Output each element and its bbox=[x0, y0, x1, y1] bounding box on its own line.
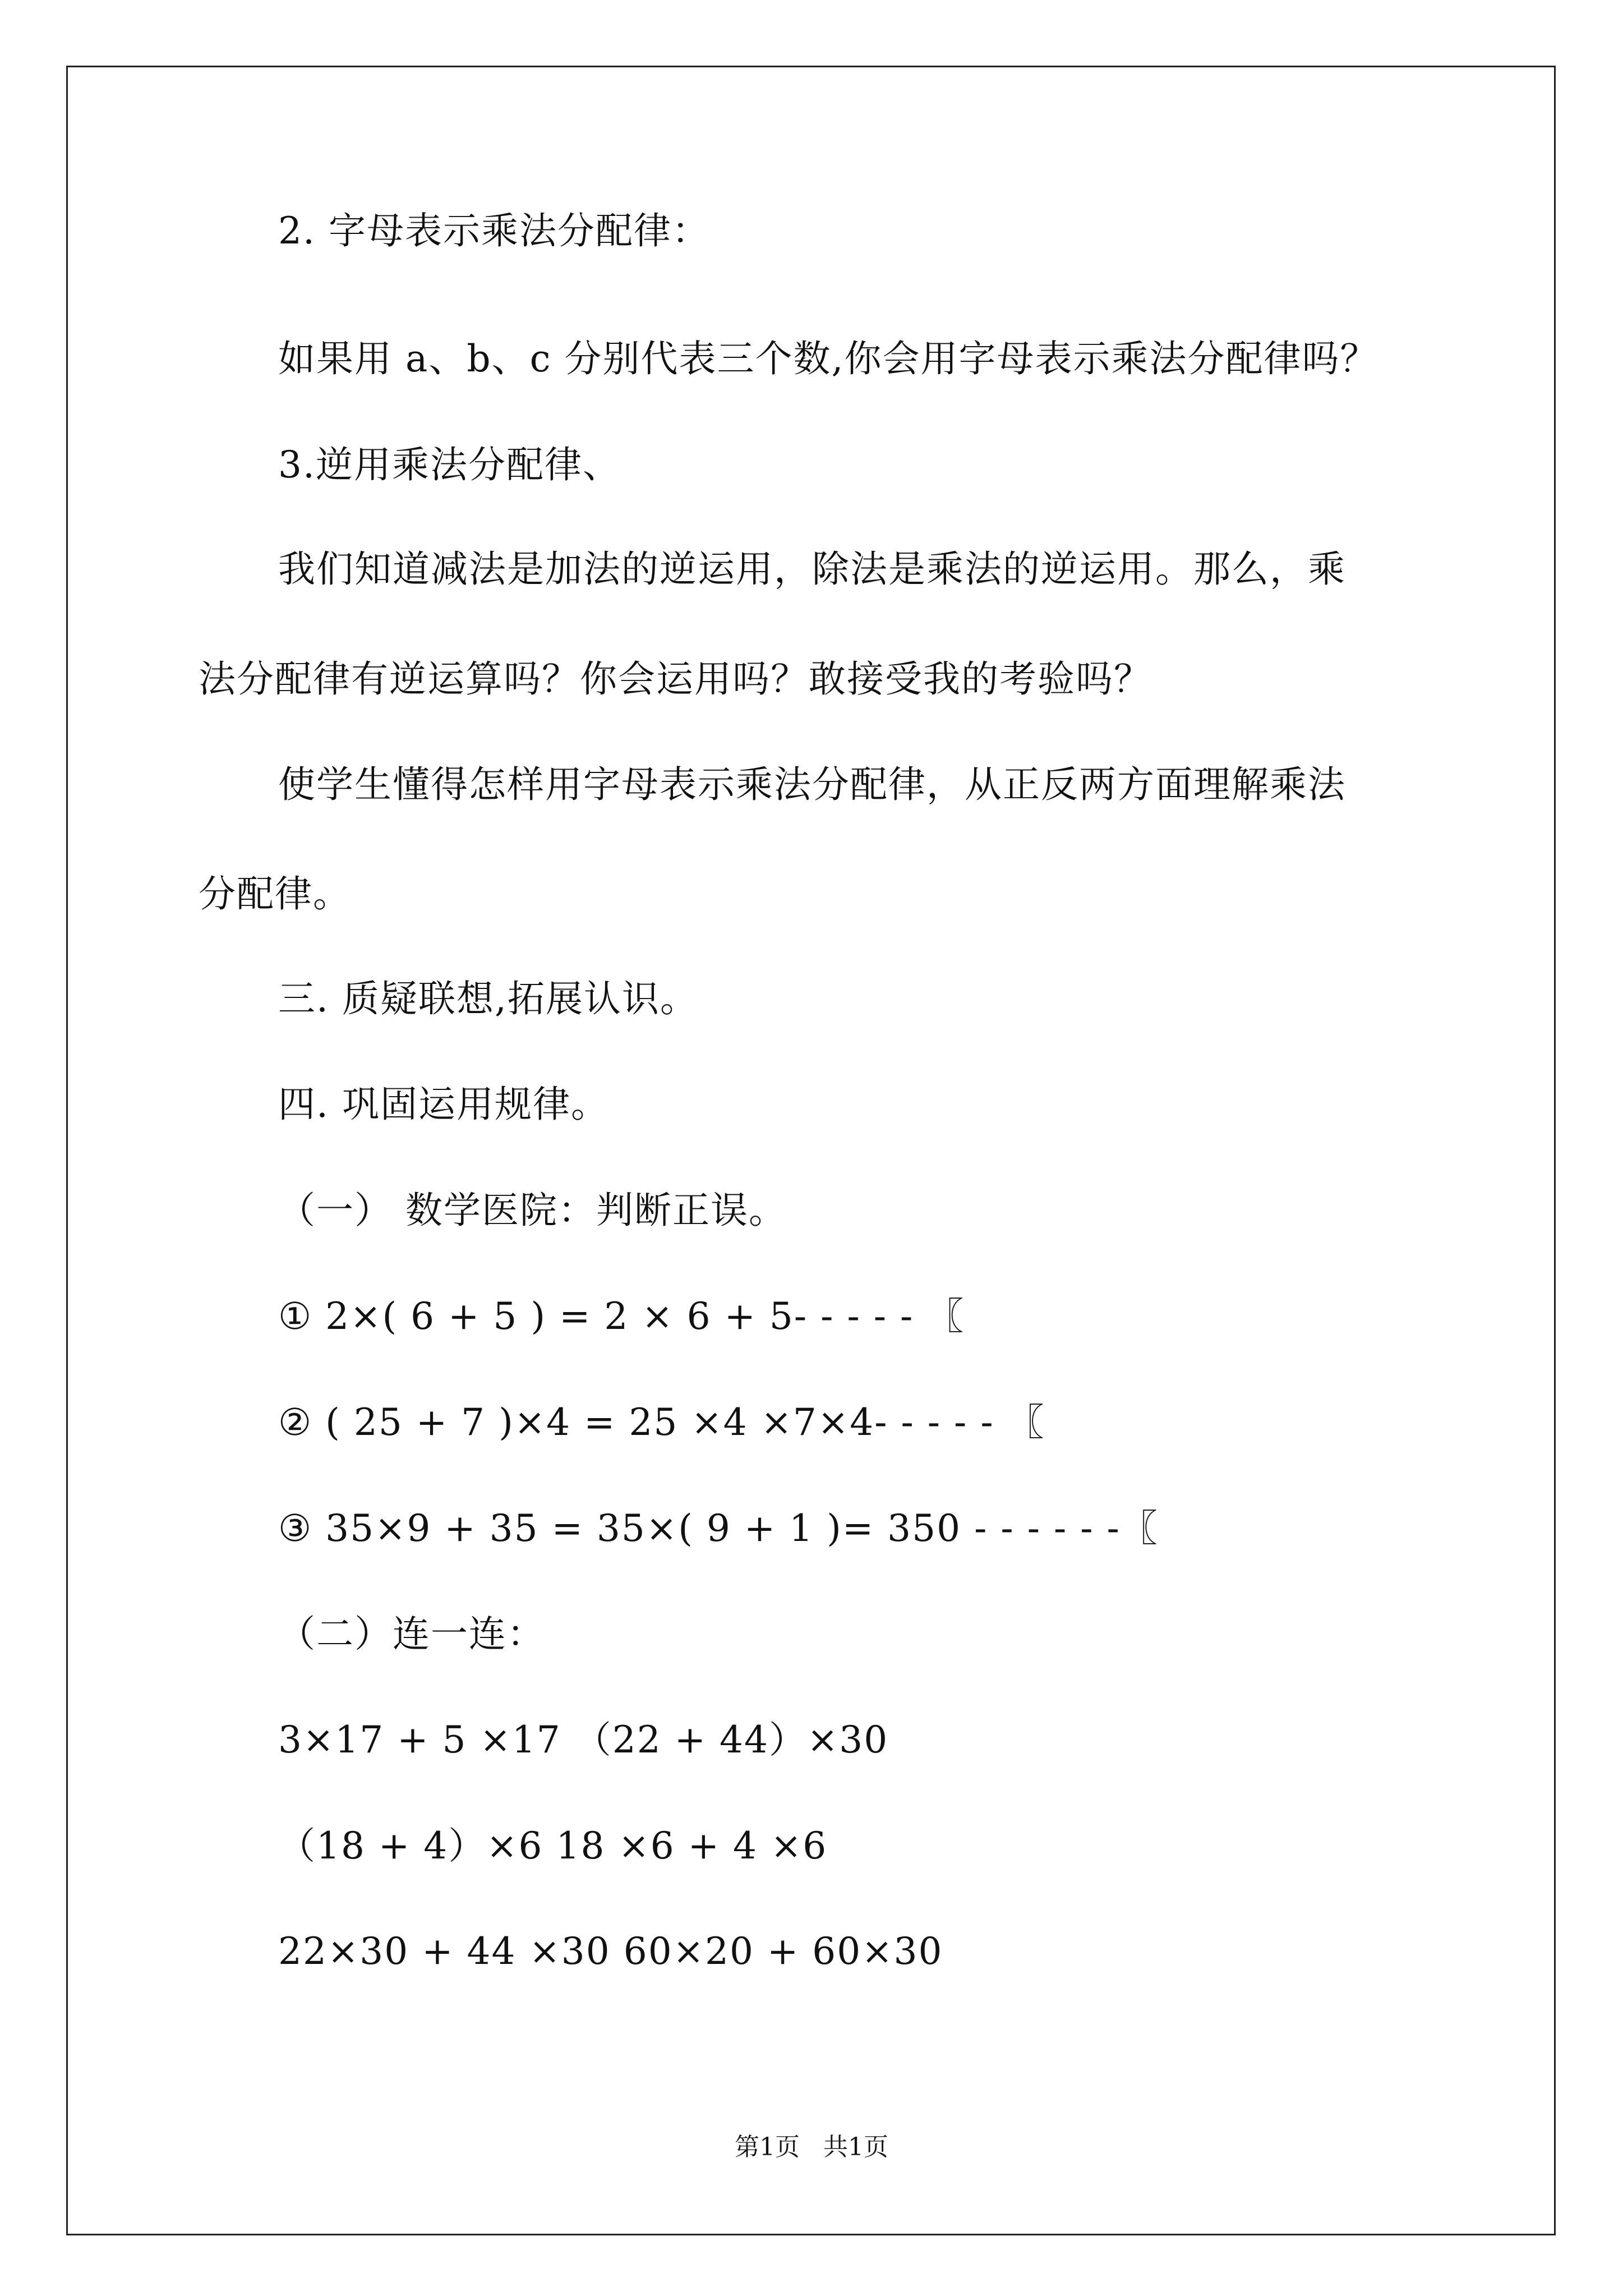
exercise-item-2: ② ( 25 + 7 )×4 = 25 ×4 ×7×4- - - - - 〖 bbox=[278, 1401, 1045, 1444]
subsection-math-hospital: （一） 数学医院：判断正误。 bbox=[278, 1189, 787, 1232]
heading-reverse-distributive-law: 3.逆用乘法分配律、 bbox=[278, 443, 621, 486]
paragraph-inverse-operations-line-2: 法分配律有逆运算吗？你会运用吗？敢接受我的考验吗？ bbox=[199, 657, 1152, 701]
paragraph-goal-line-1: 使学生懂得怎样用字母表示乘法分配律，从正反两方面理解乘法 bbox=[278, 763, 1346, 806]
exercise-item-3: ③ 35×9 + 35 = 35×( 9 + 1 )= 350 - - - - - -〖 bbox=[278, 1507, 1159, 1550]
paragraph-inverse-operations-line-1: 我们知道减法是加法的逆运用，除法是乘法的逆运用。那么，乘 bbox=[278, 547, 1346, 591]
heading-letter-distributive-law: 2. 字母表示乘法分配律： bbox=[278, 209, 710, 252]
match-row-3: 22×30 + 44 ×30 60×20 + 60×30 bbox=[278, 1930, 943, 1973]
subsection-match: （二）连一连： bbox=[278, 1612, 545, 1655]
section-four-heading: 四. 巩固运用规律。 bbox=[278, 1083, 609, 1126]
match-row-1: 3×17 + 5 ×17 （22 + 44）×30 bbox=[278, 1718, 889, 1761]
exercise-item-1: ① 2×( 6 + 5 ) = 2 × 6 + 5- - - - - 〖 bbox=[278, 1295, 965, 1338]
paragraph-goal-line-2: 分配律。 bbox=[199, 872, 351, 915]
page-footer: 第1页 共1页 bbox=[735, 2133, 888, 2161]
paragraph-letter-question: 如果用 a、b、c 分别代表三个数,你会用字母表示乘法分配律吗？ bbox=[278, 337, 1378, 380]
match-row-2: （18 + 4）×6 18 ×6 + 4 ×6 bbox=[278, 1824, 828, 1867]
section-three-heading: 三. 质疑联想,拓展认识。 bbox=[278, 977, 698, 1020]
